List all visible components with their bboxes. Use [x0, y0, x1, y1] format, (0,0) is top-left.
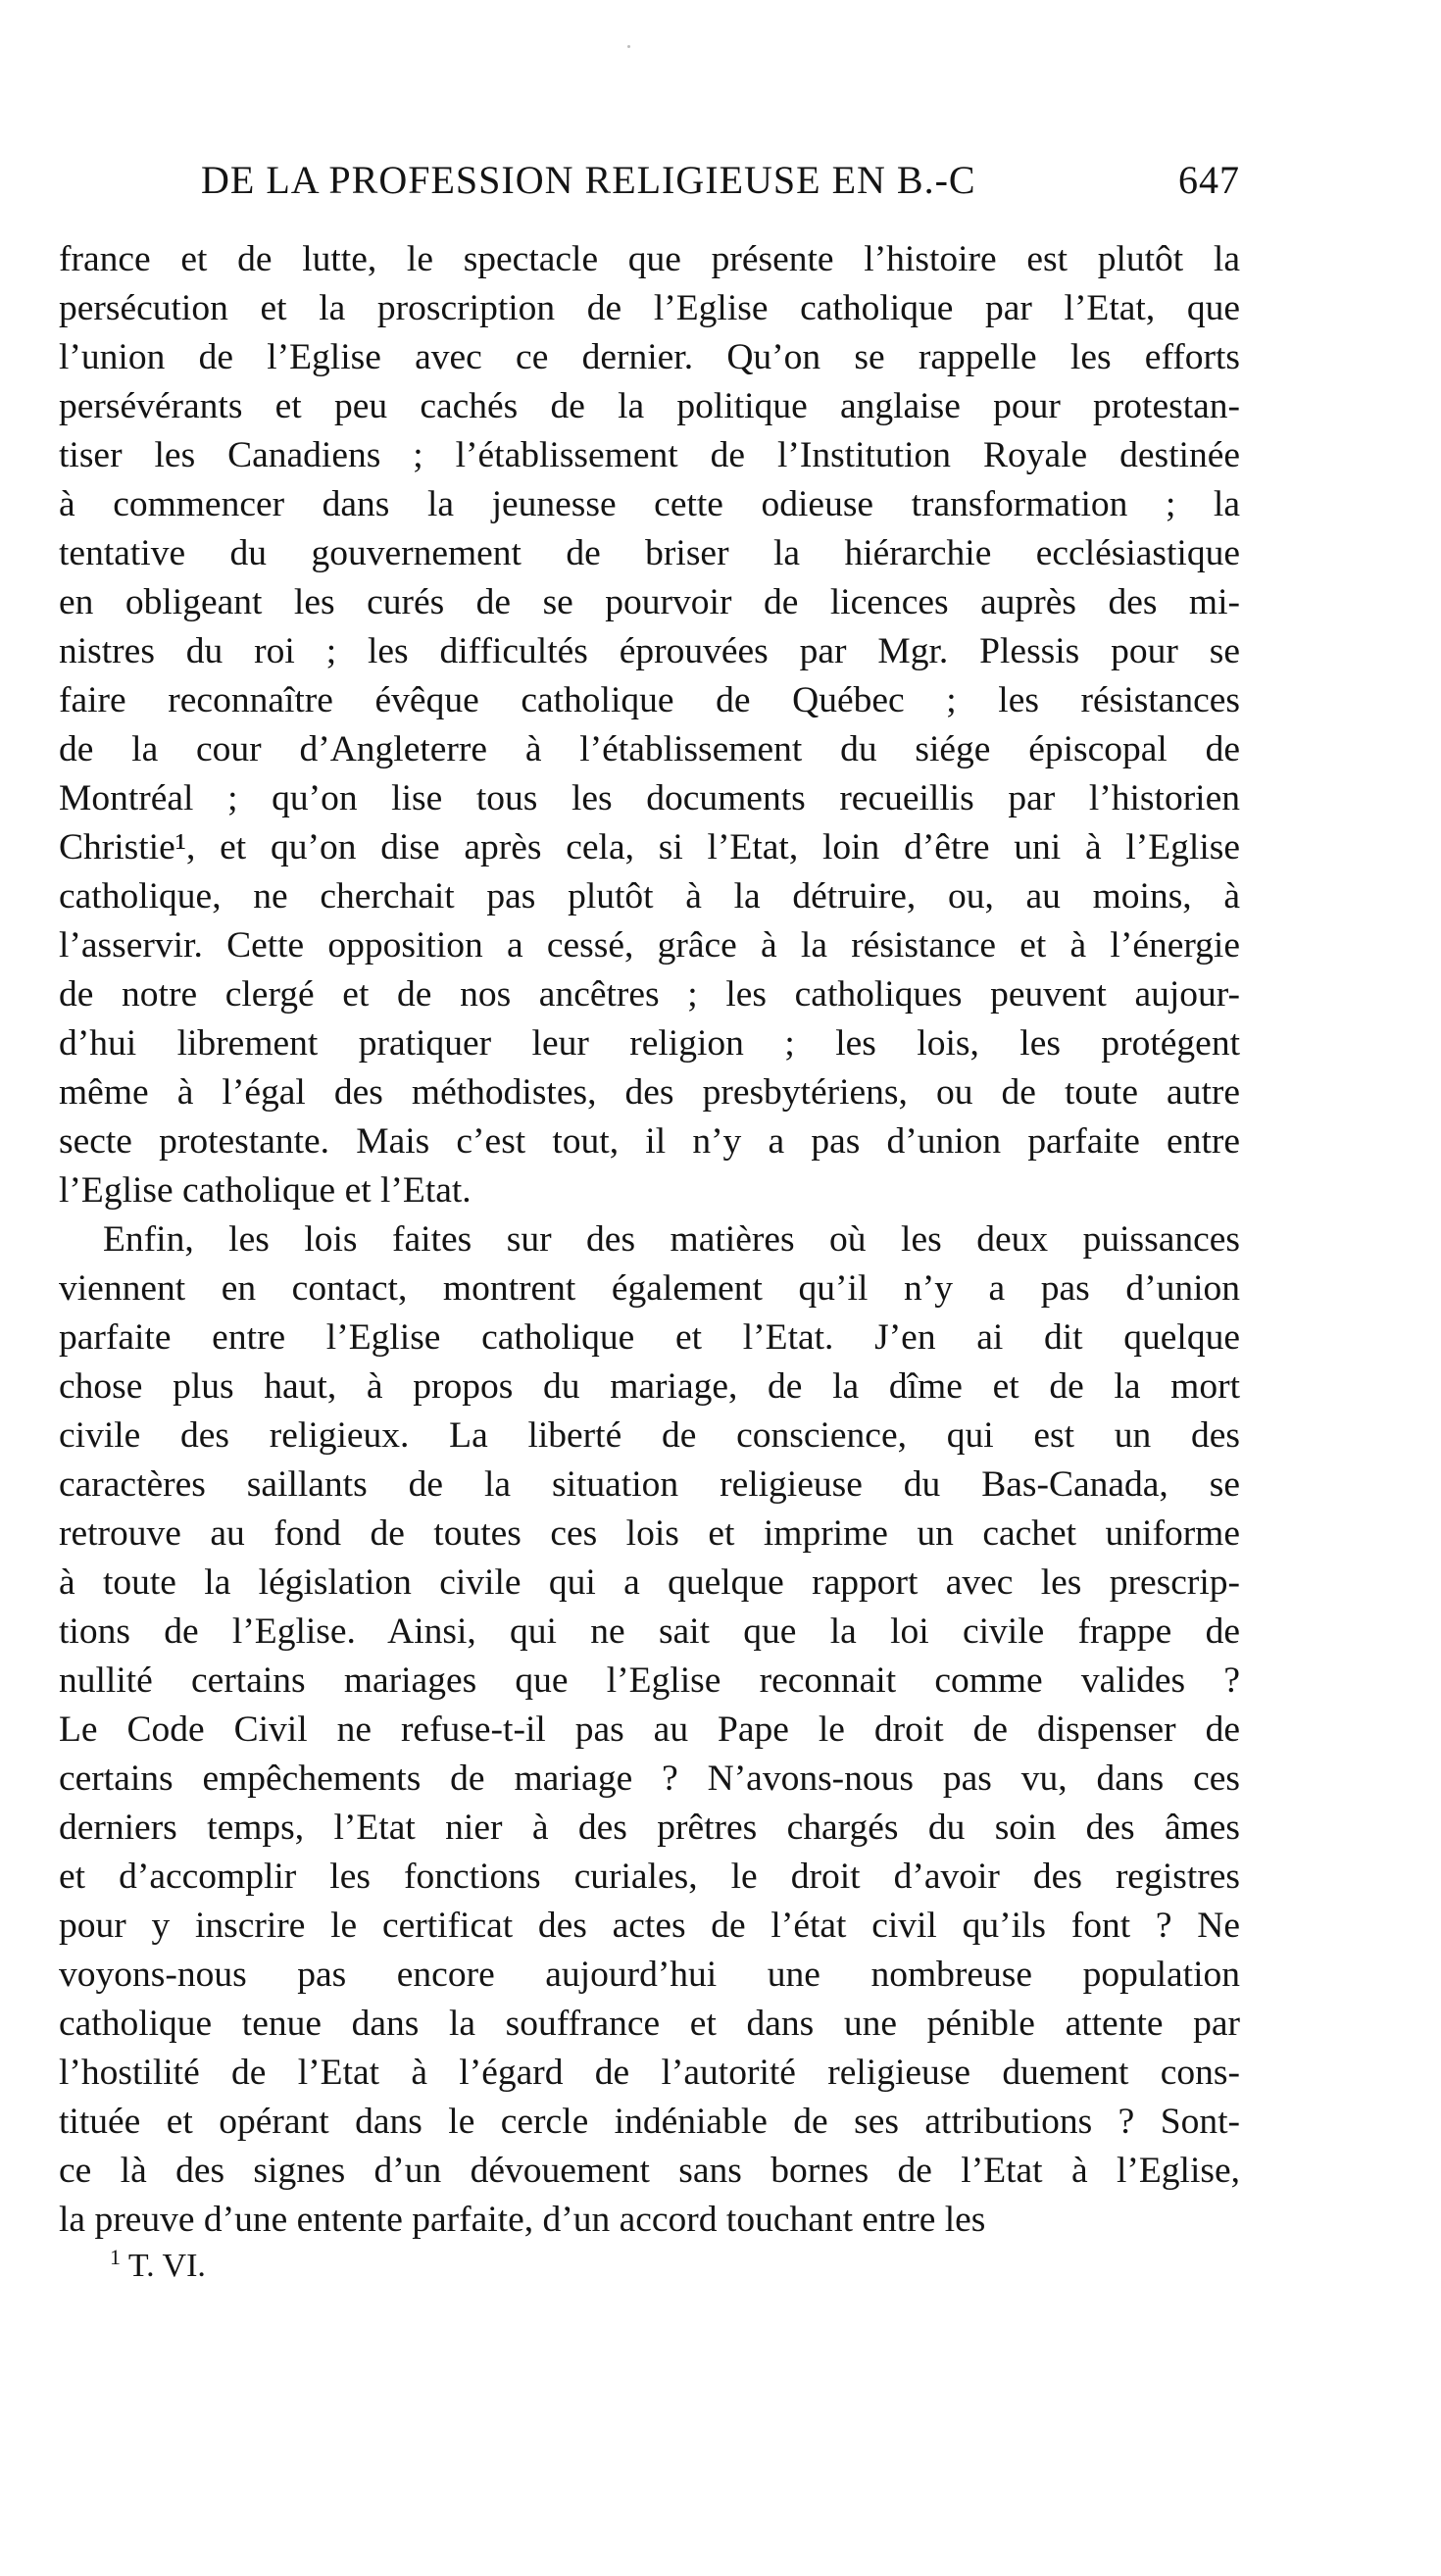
body-text [59, 235, 1240, 2245]
footnote [110, 2245, 206, 2285]
text-line: viennent en contact, montrent également qu’il n’y a pas d’union [59, 1268, 1240, 1309]
text-line: france et de lutte, le spectacle que présente l’histoire est plutôt la [59, 239, 1240, 279]
text-line: catholique tenue dans la souffrance et dans une pénible attente par [59, 2004, 1240, 2044]
page-header [201, 157, 1240, 216]
text-line: ce là des signes d’un dévouement sans bornes de l’Etat à l’Eglise, [59, 2151, 1240, 2191]
text-line: chose plus haut, à propos du mariage, de la dîme et de la mort [59, 1366, 1240, 1407]
text-line: voyons-nous pas encore aujourd’hui une nombreuse population [59, 1955, 1240, 1995]
text-line: l’asservir. Cette opposition a cessé, grâce à la résistance et à l’énergie [59, 925, 1240, 966]
text-line: d’hui librement pratiquer leur religion ; les lois, les protégent [59, 1023, 1240, 1064]
text-line: Le Code Civil ne refuse-t-il pas au Pape le droit de dispenser de [59, 1709, 1240, 1750]
text-line: à toute la législation civile qui a quelque rapport avec les prescrip- [59, 1562, 1240, 1603]
footnote-text: T. VI. [121, 2248, 206, 2284]
text-line: en obligeant les curés de se pourvoir de licences auprès des mi- [59, 582, 1240, 622]
text-line: secte protestante. Mais c’est tout, il n’y a pas d’union parfaite entre [59, 1121, 1240, 1162]
text-line: tentative du gouvernement de briser la hiérarchie ecclésiastique [59, 533, 1240, 573]
text-line: l’hostilité de l’Etat à l’égard de l’autorité religieuse duement cons- [59, 2053, 1240, 2093]
text-line: l’Eglise catholique et l’Etat. [59, 1170, 472, 1211]
footnote-marker: 1 [110, 2245, 121, 2269]
text-line: Enfin, les lois faites sur des matières où les deux puissances [103, 1219, 1240, 1260]
paper-speck [627, 45, 630, 48]
text-line: Montréal ; qu’on lise tous les documents recueillis par l’historien [59, 778, 1240, 818]
text-line: de notre clergé et de nos ancêtres ; les catholiques peuvent aujour- [59, 974, 1240, 1015]
text-line: civile des religieux. La liberté de conscience, qui est un des [59, 1415, 1240, 1456]
text-line: certains empêchements de mariage ? N’avons-nous pas vu, dans ces [59, 1759, 1240, 1799]
text-line: derniers temps, l’Etat nier à des prêtres chargés du soin des âmes [59, 1808, 1240, 1848]
text-line: tiser les Canadiens ; l’établissement de l’Institution Royale destinée [59, 435, 1240, 475]
text-line: persévérants et peu cachés de la politique anglaise pour protestan- [59, 386, 1240, 426]
text-line: l’union de l’Eglise avec ce dernier. Qu’on se rappelle les efforts [59, 337, 1240, 377]
text-line: et d’accomplir les fonctions curiales, le droit d’avoir des registres [59, 1857, 1240, 1897]
text-line: pour y inscrire le certificat des actes de l’état civil qu’ils font ? Ne [59, 1906, 1240, 1946]
page-number: 647 [1178, 158, 1240, 202]
text-line: à commencer dans la jeunesse cette odieuse transformation ; la [59, 484, 1240, 524]
text-line: persécution et la proscription de l’Eglise catholique par l’Etat, que [59, 288, 1240, 328]
text-line: même à l’égal des méthodistes, des presbytériens, ou de toute autre [59, 1072, 1240, 1113]
text-line: nistres du roi ; les difficultés éprouvées par Mgr. Plessis pour se [59, 631, 1240, 671]
text-line: Christie¹, et qu’on dise après cela, si l’Etat, loin d’être uni à l’Eglise [59, 827, 1240, 867]
text-line: tituée et opérant dans le cercle indéniable de ses attributions ? Sont- [59, 2102, 1240, 2142]
running-title: DE LA PROFESSION RELIGIEUSE EN B.-C [201, 158, 976, 202]
text-line: caractères saillants de la situation religieuse du Bas-Canada, se [59, 1464, 1240, 1505]
text-line: catholique, ne cherchait pas plutôt à la détruire, ou, au moins, à [59, 876, 1240, 916]
text-line: faire reconnaître évêque catholique de Québec ; les résistances [59, 680, 1240, 720]
text-line: de la cour d’Angleterre à l’établissement du siége épiscopal de [59, 729, 1240, 769]
text-line: retrouve au fond de toutes ces lois et imprime un cachet uniforme [59, 1513, 1240, 1554]
text-line: tions de l’Eglise. Ainsi, qui ne sait que la loi civile frappe de [59, 1611, 1240, 1652]
text-line: parfaite entre l’Eglise catholique et l’Etat. J’en ai dit quelque [59, 1317, 1240, 1358]
text-line: nullité certains mariages que l’Eglise reconnait comme valides ? [59, 1660, 1240, 1701]
text-line: la preuve d’une entente parfaite, d’un accord touchant entre les [59, 2200, 986, 2240]
